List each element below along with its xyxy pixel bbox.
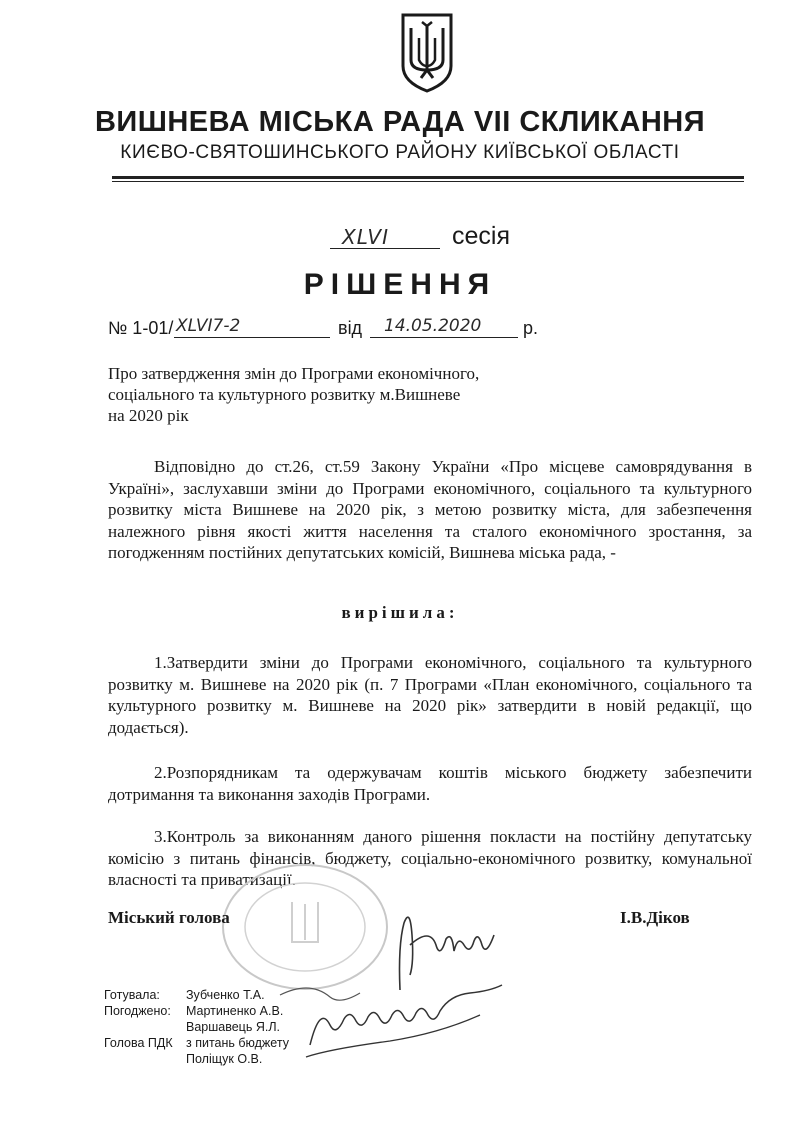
committee-line: з питань бюджету [186,1036,289,1050]
document-title: РІШЕННЯ [303,268,497,301]
decision-number-prefix: № 1-01/ [108,318,174,338]
point-2: 2.Розпорядникам та одержувачам коштів міського бюджету забезпечити дотримання та виконання заходів Програми. [108,763,752,804]
decided-heading: вирішила: [341,603,459,622]
signature-name: І.В.Діков [620,908,690,927]
council-name: ВИШНЕВА МІСЬКА РАДА VII СКЛИКАННЯ [94,106,706,138]
decision-number-underline [174,337,330,338]
prepared-name: Зубченко Т.А. [186,988,265,1002]
decision-date-value: 14.05.2020 [384,316,482,336]
decision-date-suffix: р. [523,318,539,338]
subject-line: на 2020 рік [108,406,189,425]
decision-number-value: XLVI7-2 [176,316,241,336]
subject-line: Про затвердження змін до Програми економічного, [108,364,480,383]
committee-label: Голова ПДК [104,1036,173,1050]
signature-position: Міський голова [108,908,230,927]
prepared-label: Готувала: [104,988,160,1002]
header-divider-thin [112,181,744,182]
agreed-name: Мартиненко А.В. [186,1004,284,1018]
decision-date-underline [370,337,518,338]
session-label: сесія [452,222,510,250]
point-1: 1.Затвердити зміни до Програми економічного, соціального та культурного розвитку м. Вишневе на 2020 рік (п. 7 Програми «План економічного, соціального та культурного розвитку м. Вишневе на 2020 рік» затвердити в новій редакції, що додається). [108,653,752,737]
session-number: XLVI [342,225,389,249]
trident-emblem-icon [400,12,454,94]
agreed-label: Погоджено: [104,1004,171,1018]
agreed-name: Варшавець Я.Л. [186,1020,280,1034]
decision-date-prefix: від [338,318,363,338]
committee-line: Поліщук О.В. [186,1052,263,1066]
header-divider-thick [112,176,744,179]
point-3: 3.Контроль за виконанням даного рішення покласти на постійну депутатську комісію з питань фінансів, бюджету, соціально-економічного розвитку, комунальної власності та приватизації. [108,827,752,889]
district-name: КИЄВО-СВЯТОШИНСЬКОГО РАЙОНУ КИЇВСЬКОЇ ОБЛАСТІ [120,142,680,163]
session-underline [330,248,440,249]
preamble-paragraph: Відповідно до ст.26, ст.59 Закону України «Про місцеве самоврядування в Україні», заслухавши зміни до Програми економічного, соціального та культурного розвитку міста Вишневе на 2020 рік, з метою розвитку міста, для забезпечення належного рівня якості життя населення та сталого економічного зростання, за погодженням постійних депутатських комісій, Вишнева міська рада, - [108,457,752,562]
official-seal [220,862,390,992]
decision-subject [108,363,548,426]
approval-signatures [270,975,510,1065]
subject-line: соціального та культурного розвитку м.Вишневе [108,385,461,404]
